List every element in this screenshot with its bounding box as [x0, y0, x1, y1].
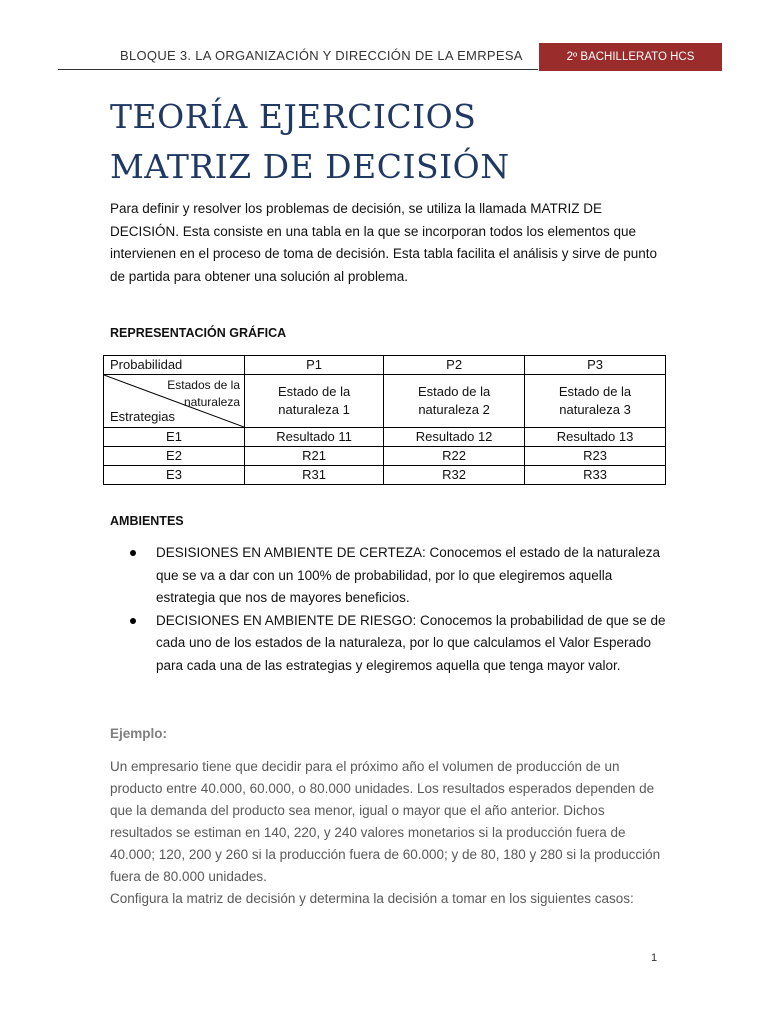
table-cell: E2 [104, 447, 245, 466]
ejemplo-heading: Ejemplo: [110, 726, 168, 741]
table-cell: R32 [384, 466, 525, 485]
page-title-line1: TEORÍA EJERCICIOS [110, 97, 477, 136]
list-item-text: DECISIONES EN AMBIENTE DE RIESGO: Conocemos la probabilidad de que se de cada uno de los estados de la naturaleza, por lo que calculamos el Valor Esperado para cada una de las estrategias y elegiremos aquella que tenga mayor valor. [156, 612, 666, 673]
table-cell: Resultado 11 [245, 428, 384, 447]
header-title: BLOQUE 3. LA ORGANIZACIÓN Y DIRECCIÓN DE LA EMRPESA [120, 48, 523, 63]
ejemplo-paragraph [110, 756, 670, 910]
page-title-line2: MATRIZ DE DECISIÓN [110, 147, 510, 186]
table-row [104, 447, 666, 466]
table-cell: P3 [525, 356, 666, 375]
table-row [104, 428, 666, 447]
table-cell: Resultado 12 [384, 428, 525, 447]
table-cell: E1 [104, 428, 245, 447]
diag-top-label [167, 377, 240, 411]
table-cell [245, 375, 384, 428]
ejemplo-text: Un empresario tiene que decidir para el próximo año el volumen de producción de un producto entre 40.000, 60.000, o 80.000 unidades. Los resultados esperados dependen de que la demanda del producto sea menor, igual o mayor que el año anterior. Dichos resultados se estiman en 140, 220, y 240 valores monetarios si la producción fuera de 40.000; 120, 200 y 260 si la producción fuera de 60.000; y de 80, 180 y 280 si la producción fuera de 80.000 unidades. [110, 759, 661, 884]
table-cell: R23 [525, 447, 666, 466]
table-row [104, 375, 666, 428]
section-heading-representacion: REPRESENTACIÓN GRÁFICA [110, 326, 287, 340]
decision-matrix-table [103, 355, 666, 485]
table-cell: R31 [245, 466, 384, 485]
list-item [110, 610, 670, 678]
table-cell [384, 375, 525, 428]
table-cell: R33 [525, 466, 666, 485]
intro-paragraph: Para definir y resolver los problemas de decisión, se utiliza la llamada MATRIZ DE DECISIÓN. Esta consiste en una tabla en la que se incorporan todos los elementos que intervienen en el proceso de toma de decisión. Esta tabla facilita el análisis y sirve de punto de partida para obtener una solución al problema. [110, 201, 658, 284]
table-cell [525, 375, 666, 428]
diag-top-line2: naturaleza [183, 395, 240, 409]
table-cell: E3 [104, 466, 245, 485]
state-line1: Estado de la [558, 384, 632, 399]
diagonal-header-cell [104, 375, 245, 428]
header-rule [58, 69, 538, 70]
table-cell: Probabilidad [104, 356, 245, 375]
state-line1: Estado de la [417, 384, 491, 399]
state-line2: naturaleza 3 [559, 402, 631, 417]
table-row [104, 466, 666, 485]
diag-top-line1: Estados de la [167, 378, 240, 392]
ambientes-list [110, 542, 670, 677]
ejemplo-text-2: Configura la matriz de decisión y determina la decisión a tomar en los siguientes casos: [110, 891, 634, 906]
table-row [104, 356, 666, 375]
table-cell: R21 [245, 447, 384, 466]
diag-bottom-label: Estrategias [110, 409, 176, 424]
table-cell: Resultado 13 [525, 428, 666, 447]
list-item [110, 542, 670, 610]
table-cell: R22 [384, 447, 525, 466]
header-badge: 2º BACHILLERATO HCS [539, 43, 722, 71]
state-line1: Estado de la [277, 384, 351, 399]
state-line2: naturaleza 1 [278, 402, 350, 417]
state-line2: naturaleza 2 [418, 402, 490, 417]
section-heading-ambientes: AMBIENTES [110, 514, 184, 528]
list-item-text: DESISIONES EN AMBIENTE DE CERTEZA: Conocemos el estado de la naturaleza que se va a dar con un 100% de probabilidad, por lo que elegiremos aquella estrategia que nos de mayores beneficios. [156, 545, 660, 605]
page-number: 1 [651, 952, 658, 964]
table-cell: P2 [384, 356, 525, 375]
bullet-icon [130, 618, 136, 624]
bullet-icon [130, 550, 136, 556]
table-cell: P1 [245, 356, 384, 375]
